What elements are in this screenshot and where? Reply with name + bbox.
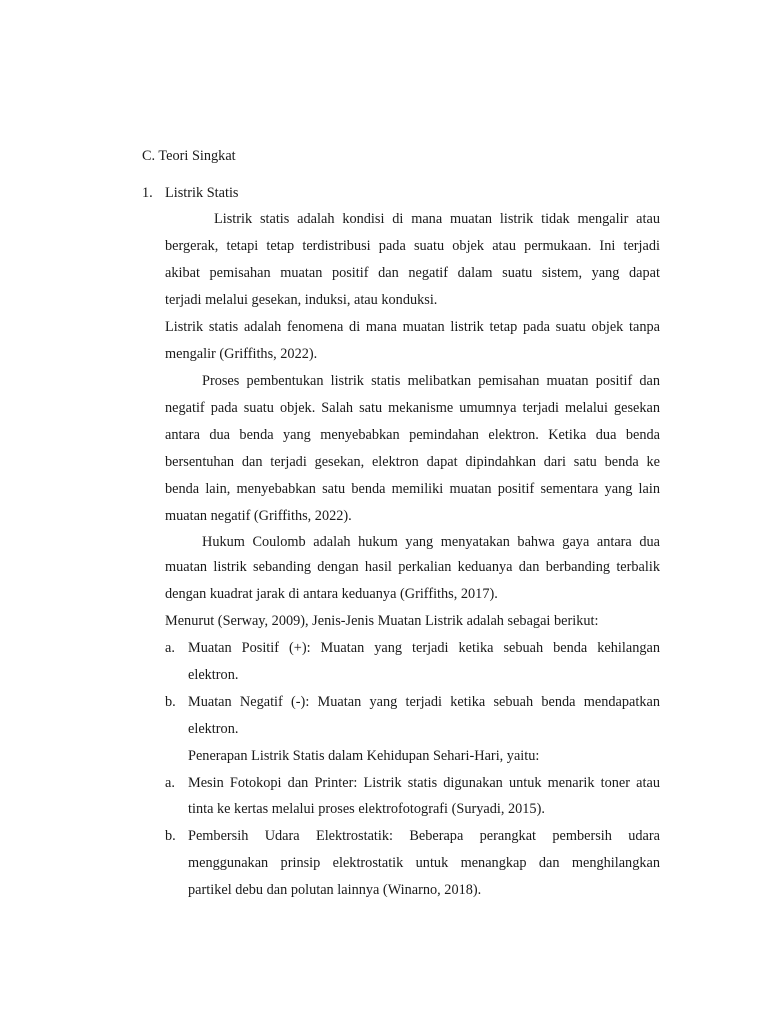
paragraph-1-line-2: bergerak, tetapi tetap terdistribusi pada suatu objek atau permukaan. Ini terjadi: [165, 238, 660, 254]
list-2-item-b-line-3: partikel debu dan polutan lainnya (Winarno, 2018).: [188, 882, 482, 898]
paragraph-3-line-1: Proses pembentukan listrik statis melibatkan pemisahan muatan positif dan: [202, 373, 660, 389]
list-2-item-a-line-1: Mesin Fotokopi dan Printer: Listrik statis digunakan untuk menarik toner atau: [188, 775, 660, 791]
paragraph-4-line-1: Hukum Coulomb adalah hukum yang menyatakan bahwa gaya antara dua: [202, 534, 660, 550]
paragraph-3-line-3: antara dua benda yang menyebabkan pemindahan elektron. Ketika dua benda: [165, 427, 660, 443]
paragraph-3-line-6: muatan negatif (Griffiths, 2022).: [165, 508, 352, 524]
paragraph-3-line-2: negatif pada suatu objek. Salah satu mekanisme umumnya terjadi melalui gesekan: [165, 400, 660, 416]
list-1-item-a-line-2: elektron.: [188, 667, 239, 683]
paragraph-1-line-1: Listrik statis adalah kondisi di mana muatan listrik tidak mengalir atau: [214, 211, 660, 227]
paragraph-5-line-1: Menurut (Serway, 2009), Jenis-Jenis Muatan Listrik adalah sebagai berikut:: [165, 613, 599, 629]
list-1-item-b-line-2: elektron.: [188, 721, 239, 737]
paragraph-4-line-2: muatan listrik sebanding dengan hasil perkalian keduanya dan berbanding terbalik: [165, 559, 660, 575]
list-2-item-b-line-2: menggunakan prinsip elektrostatik untuk menangkap dan menghilangkan: [188, 855, 660, 871]
list-1-item-a-line-1: Muatan Positif (+): Muatan yang terjadi ketika sebuah benda kehilangan: [188, 640, 660, 656]
list-1-item-a-marker: a.: [165, 640, 175, 656]
list-1-item-b-line-1: Muatan Negatif (-): Muatan yang terjadi ketika sebuah benda mendapatkan: [188, 694, 660, 710]
subsection-title: Listrik Statis: [165, 185, 239, 201]
list-2-item-b-marker: b.: [165, 828, 176, 844]
list-2-item-b-line-1: Pembersih Udara Elektrostatik: Beberapa perangkat pembersih udara: [188, 828, 660, 844]
subsection-number: 1.: [142, 185, 153, 201]
section-title: C. Teori Singkat: [142, 148, 236, 164]
paragraph-2-line-1: Listrik statis adalah fenomena di mana muatan listrik tetap pada suatu objek tanpa: [165, 319, 660, 335]
paragraph-4-line-3: dengan kuadrat jarak di antara keduanya (Griffiths, 2017).: [165, 586, 498, 602]
paragraph-3-line-5: benda lain, menyebabkan satu benda memiliki muatan positif sementara yang lain: [165, 481, 660, 497]
paragraph-1-line-4: terjadi melalui gesekan, induksi, atau konduksi.: [165, 292, 438, 308]
paragraph-3-line-4: bersentuhan dan terjadi gesekan, elektron dapat dipindahkan dari satu benda ke: [165, 454, 660, 470]
list-2-item-a-marker: a.: [165, 775, 175, 791]
list-2-intro: Penerapan Listrik Statis dalam Kehidupan Sehari-Hari, yaitu:: [188, 748, 540, 764]
paragraph-1-line-3: akibat pemisahan muatan positif dan negatif dalam suatu sistem, yang dapat: [165, 265, 660, 281]
list-2-item-a-line-2: tinta ke kertas melalui proses elektrofotografi (Suryadi, 2015).: [188, 801, 545, 817]
list-1-item-b-marker: b.: [165, 694, 176, 710]
paragraph-2-line-2: mengalir (Griffiths, 2022).: [165, 346, 318, 362]
